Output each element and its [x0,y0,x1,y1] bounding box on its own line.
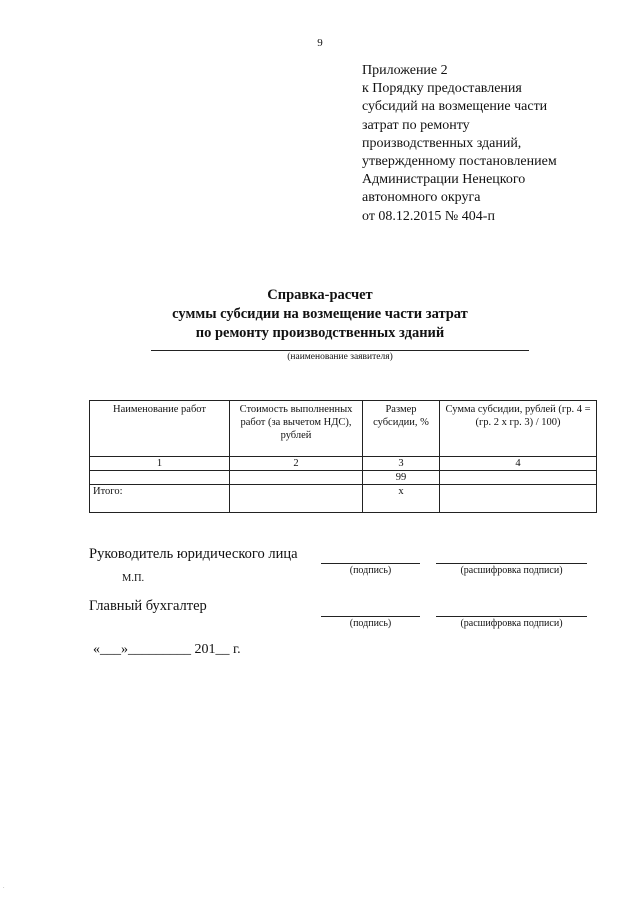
page-number: 9 [317,37,323,49]
head-decoding-line [436,563,587,564]
column-number: 1 [90,457,230,471]
appendix-line: утвержденному постановлением [362,154,557,170]
head-signature-line [321,563,420,564]
title-line-3: по ремонту производственных зданий [195,325,445,341]
header-subsidy-amount: Сумма субсидии, рублей (гр. 4 = (гр. 2 х гр. 3) / 100) [440,401,597,457]
applicant-caption: (наименование заявителя) [287,352,393,362]
total-label: Итого: [90,485,230,513]
head-signature-caption: (подпись) [349,565,392,576]
head-decoding-caption: (расшифровка подписи) [460,565,563,576]
accountant-decoding-caption: (расшифровка подписи) [460,618,563,629]
accountant-signature-caption: (подпись) [349,618,392,629]
table-cell: 99 [363,471,440,485]
column-number: 4 [440,457,597,471]
appendix-line: автономного округа [362,190,481,206]
table-cell [230,471,363,485]
accountant-signature-label: Главный бухгалтер [89,598,207,614]
appendix-line: производственных зданий, [362,135,522,151]
header-work-name: Наименование работ [90,401,230,457]
column-number: 3 [363,457,440,471]
date-line: «___»_________ 201__ г. [93,642,241,657]
appendix-line: Администрации Ненецкого [362,172,526,188]
column-number: 2 [230,457,363,471]
accountant-signature-line [321,616,420,617]
subsidy-table [89,400,597,513]
appendix-line: затрат по ремонту [362,117,470,133]
table-cell: x [363,485,440,513]
document-title [0,286,640,343]
title-line-2: суммы субсидии на возмещение части затрат [172,306,468,322]
head-signature-label: Руководитель юридического лица [89,546,298,562]
appendix-line: от 08.12.2015 № 404-п [362,208,495,224]
total-row [90,485,597,513]
table-header-row [90,401,597,457]
table-cell [230,485,363,513]
appendix-block [362,62,632,226]
title-line-1: Справка-расчет [267,287,373,303]
header-subsidy-rate: Размер субсидии, % [363,401,440,457]
table-cell [440,471,597,485]
corner-mark: . [3,884,5,890]
applicant-name-line [151,350,529,351]
table-cell [90,471,230,485]
appendix-line: к Порядку предоставления [362,81,522,97]
column-number-row [90,457,597,471]
header-work-cost: Стоимость выполненных работ (за вычетом НДС), рублей [230,401,363,457]
table-row [90,471,597,485]
accountant-decoding-line [436,616,587,617]
table-cell [440,485,597,513]
appendix-line: Приложение 2 [362,63,448,78]
stamp-label: М.П. [122,573,145,584]
appendix-line: субсидий на возмещение части [362,99,548,115]
